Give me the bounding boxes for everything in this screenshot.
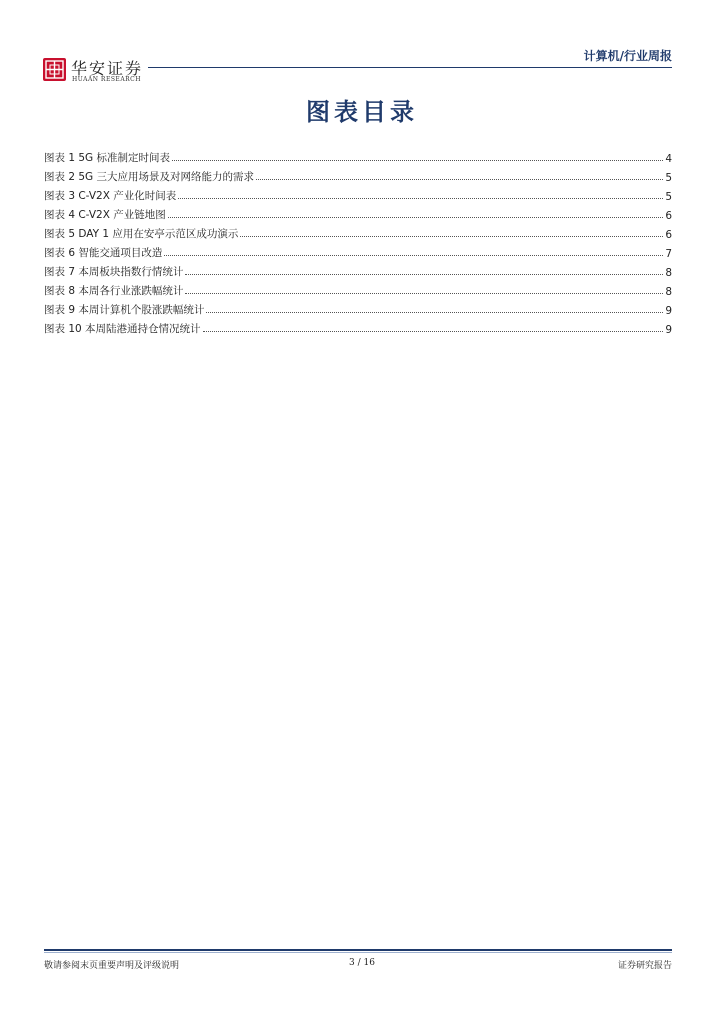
toc-leader-dots [240, 236, 663, 237]
toc-entry-page: 7 [665, 248, 672, 260]
toc-leader-dots [164, 255, 663, 256]
toc-entry[interactable] [44, 203, 672, 222]
toc-entry[interactable] [44, 298, 672, 317]
footer-divider-thin [44, 952, 672, 953]
toc-leader-dots [168, 217, 664, 218]
logo-text: 华安证券 [71, 59, 144, 78]
toc-entry-label: 图表 9 本周计算机个股涨跌幅统计 [44, 304, 205, 316]
footer-divider [44, 949, 672, 951]
toc-entry-label: 图表 4 C-V2X 产业链地图 [44, 209, 166, 221]
toc-entry-page: 8 [665, 267, 672, 279]
toc-entry-page: 4 [665, 153, 672, 165]
toc-entry-label: 图表 8 本周各行业涨跌幅统计 [44, 285, 184, 297]
report-section: 计算机/行业周报 [583, 49, 672, 63]
disclaimer-note: 敬请参阅末页重要声明及评级说明 [44, 961, 180, 971]
toc-leader-dots [172, 160, 663, 161]
toc-leader-dots [206, 312, 663, 313]
toc-entry[interactable] [44, 279, 672, 298]
toc-leader-dots [203, 331, 664, 332]
toc-entry[interactable] [44, 165, 672, 184]
toc-entry-label: 图表 5 DAY 1 应用在安亭示范区成功演示 [44, 228, 239, 240]
toc-entry[interactable] [44, 146, 672, 165]
logo-subtitle: HUAAN RESEARCH [72, 76, 141, 83]
toc-entry-page: 9 [665, 324, 672, 336]
toc-entry-label: 图表 7 本周板块指数行情统计 [44, 266, 184, 278]
toc-entry-page: 6 [665, 229, 672, 241]
toc-leader-dots [178, 198, 663, 199]
toc-leader-dots [185, 274, 663, 275]
toc-entry[interactable] [44, 317, 672, 336]
toc-entry-page: 8 [665, 286, 672, 298]
toc-leader-dots [256, 179, 663, 180]
toc-entry-page: 9 [665, 305, 672, 317]
header-divider [148, 67, 672, 68]
toc-entry-label: 图表 3 C-V2X 产业化时间表 [44, 190, 177, 202]
toc-entry[interactable] [44, 241, 672, 260]
toc-entry-page: 5 [665, 172, 672, 184]
report-type: 证券研究报告 [617, 961, 672, 971]
toc-entry-label: 图表 1 5G 标准制定时间表 [44, 152, 171, 164]
toc-entry-page: 6 [665, 210, 672, 222]
page-number: 3 / 16 [349, 958, 375, 968]
toc-entry-page: 5 [665, 191, 672, 203]
toc-entry-label: 图表 10 本周陆港通持仓情况统计 [44, 323, 201, 335]
toc-leader-dots [185, 293, 663, 294]
toc-entry[interactable] [44, 222, 672, 241]
toc-entry-label: 图表 6 智能交通项目改造 [44, 247, 163, 259]
company-logo-icon [43, 58, 66, 81]
figure-toc [44, 146, 672, 336]
toc-entry[interactable] [44, 184, 672, 203]
toc-entry-label: 图表 2 5G 三大应用场景及对网络能力的需求 [44, 171, 255, 183]
page-title: 图表目录 [306, 98, 418, 126]
toc-entry[interactable] [44, 260, 672, 279]
